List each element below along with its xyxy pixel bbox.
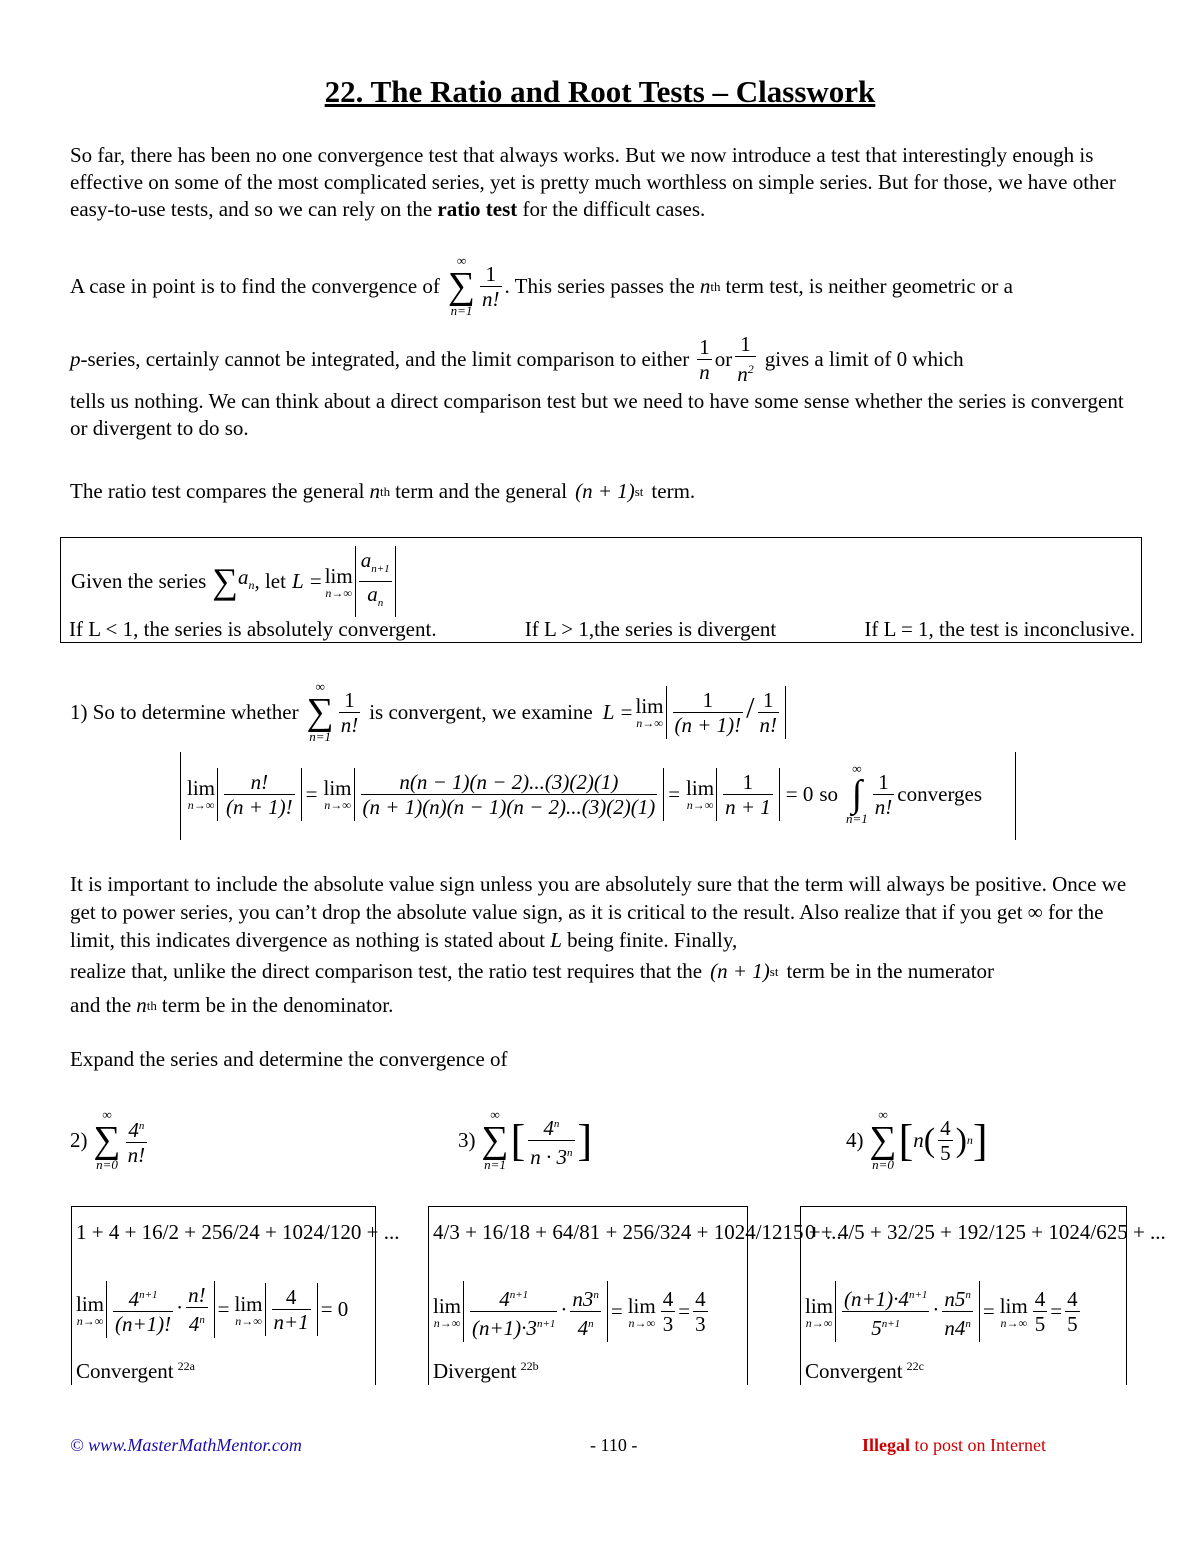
th-sup: th: [146, 998, 157, 1013]
ratio-test-box: [60, 537, 1142, 643]
case-text-a: A case in point is to find the convergence of: [70, 273, 440, 298]
ratio-intro-c: term.: [651, 479, 696, 503]
footer-notice: [862, 1435, 1046, 1456]
ratio-intro-b: term and the general: [395, 479, 568, 503]
important-paragraph: [70, 870, 1140, 954]
L-equals: L =: [291, 569, 323, 594]
fraction-1-over-nfact: $\frac{1}{n!}$: [340, 687, 359, 737]
result-text: Divergent: [433, 1359, 517, 1383]
example-1-work-box: [180, 752, 1016, 840]
result-text: Convergent: [76, 1359, 174, 1383]
important-text-1-end: being finite. Finally,: [567, 928, 738, 952]
important-text-2-end: term be in the numerator: [786, 959, 995, 983]
converges-text: converges: [897, 781, 983, 806]
case-text-b: . This series passes the: [504, 273, 695, 298]
th-sup: th: [379, 484, 391, 499]
problem-4-header: 4) ∞ ∑ n=0 [ n ( $\frac{4}{5}$ ) n ]: [846, 1107, 988, 1172]
expand-prompt: Expand the series and determine the convergence of: [70, 1047, 508, 1071]
problem-4-expansion: 0 + 4/5 + 32/25 + 192/125 + 1024/625 + ...: [805, 1220, 1166, 1244]
condition-divergent: If L > 1,the series is divergent: [524, 617, 777, 641]
ratio-test-term: ratio test: [437, 197, 518, 221]
fraction-1-over-n: $\frac{1}{n}$: [699, 334, 710, 384]
illegal-rest-text: to post on Internet: [914, 1435, 1046, 1455]
problem-2-result: [76, 1353, 195, 1385]
result-tag: 22a: [177, 1359, 195, 1373]
intro-text-end: for the difficult cases.: [522, 197, 706, 221]
case-text-f: tells us nothing. We can think about a direct comparison test but we need to have some sense whether the series is convergent or divergent to do so.: [70, 389, 1124, 440]
result-tag: 22c: [906, 1359, 924, 1373]
important-text-3-end: term be in the denominator.: [161, 993, 394, 1017]
page-title: 22. The Ratio and Root Tests – Classwork: [324, 74, 876, 109]
sum-symbol: ∞ ∑ n=1: [447, 253, 476, 318]
example-1-text: 1) So to determine whether: [70, 699, 299, 724]
st-sup: st: [769, 964, 779, 979]
given-text: Given the series: [71, 569, 207, 594]
problem-3-expansion: 4/3 + 16/18 + 64/81 + 256/324 + 1024/1215 + ...: [433, 1220, 842, 1244]
p-var: p: [70, 346, 81, 371]
example-1-line: [70, 680, 786, 744]
illegal-text: Illegal: [862, 1435, 910, 1455]
lim-symbol: lim n→∞: [635, 694, 664, 730]
problem-3-box: [428, 1206, 842, 1385]
problem-2-limit: lim n→∞ $\frac{4^{n+1}}{(n+1)!}$ · $\frac{n!}{4^n}$ = lim n→∞ $\frac{4}{n+1}$ = 0: [76, 1283, 349, 1336]
problem-3-result: [433, 1353, 539, 1385]
intro-text: So far, there has been no one convergence test that always works. But we now introduce a test that interestingly enough is effective on some of the most complicated series, yet is pretty much worthless on simple series. But for those, we have other easy-to-use tests, and so we can rely on the: [70, 143, 1116, 221]
a-n: $a_n$: [237, 565, 255, 593]
case-line-2: [70, 332, 1140, 386]
L-equals: L =: [602, 699, 634, 724]
ratio-intro: [70, 478, 1140, 505]
problem-2-header: 2) ∞ ∑ n=0 $\frac{4^n}{n!}$: [70, 1107, 146, 1172]
problem-4-result: [805, 1353, 924, 1385]
important-text-3: and the: [70, 993, 132, 1017]
sum-symbol: ∞ ∑ n=1: [306, 679, 334, 744]
abs-expression: $\frac{1}{(n + 1)!}$ / $\frac{1}{n!}$: [666, 686, 787, 739]
so-text: so: [819, 781, 839, 806]
ratio-intro-a: The ratio test compares the general: [70, 479, 365, 503]
condition-convergent: If L < 1, the series is absolutely convergent.: [69, 617, 437, 641]
footer-page-number: - 110 -: [590, 1435, 638, 1455]
problem-4-box: [800, 1206, 1166, 1385]
example-1-mid: is convergent, we examine: [369, 699, 593, 724]
problem-3-limit: lim n→∞ $\frac{4^{n+1}}{(n+1)\cdot 3^{n+1}}$ · $\frac{n3^n}{4^n}$ = lim n→∞ $\frac{4}{3}$ = $\frac{4}{3}$: [431, 1281, 711, 1342]
problem-4-limit: lim n→∞ $\frac{(n+1)\cdot 4^{n+1}}{5^{n+1}}$ · $\frac{n5^n}{n4^n}$ = lim n→∞ $\frac{4}{5}$ = $\frac{4}{5}$: [803, 1281, 1083, 1342]
result-text: Convergent: [805, 1359, 903, 1383]
result-tag: 22b: [520, 1359, 539, 1373]
problem-3-header: 3) ∞ ∑ n=1 [ $\frac{4^n}{n \cdot 3^n}$ ]: [458, 1107, 593, 1172]
problem-label: 3): [458, 1127, 476, 1152]
lim-symbol: lim n→∞: [324, 563, 353, 600]
problem-2-box: [71, 1206, 400, 1385]
th-sup: th: [710, 278, 721, 294]
problem-label: 4): [846, 1127, 864, 1152]
n-plus-1: (n + 1): [710, 959, 770, 983]
condition-inconclusive: If L = 1, the test is inconclusive.: [864, 617, 1135, 641]
n-plus-1: (n + 1): [575, 479, 635, 503]
fraction-1-over-nfact: $\frac{1}{n!}$: [482, 261, 500, 311]
important-line-3: [70, 992, 1140, 1019]
n-var: n: [136, 993, 147, 1017]
abs-ratio: $\frac{a_{n+1}}{a_n}$: [355, 546, 396, 617]
L-var: L: [550, 928, 562, 952]
important-text-2: realize that, unlike the direct comparison test, the ratio test requires that the: [70, 959, 703, 983]
case-text-e: gives a limit of 0 which: [764, 346, 964, 371]
sum-symbol: ∑: [212, 561, 238, 602]
ratio-test-definition: [71, 546, 396, 617]
or-text: or: [714, 346, 733, 371]
important-text-1: It is important to include the absolute value sign unless you are absolutely sure that the term will always be positive. Once we get to power series, you can’t drop the absolute value sign, as it is critical to the result. Also realize that if you get ∞ for the limit, this indicates divergence as nothing is stated about: [70, 872, 1127, 952]
st-sup: st: [634, 484, 644, 499]
important-line-2: [70, 958, 1140, 985]
n-var: n: [699, 273, 711, 298]
case-line-1: [70, 254, 1140, 318]
n-var: n: [369, 479, 380, 503]
intro-paragraph: [70, 142, 1140, 223]
problem-label: 2): [70, 1127, 88, 1152]
footer-site-link[interactable]: © www.MasterMathMentor.com: [70, 1435, 302, 1455]
fraction-1-over-n2: $\frac{1}{n^2}$: [737, 332, 754, 386]
case-text-c: term test, is neither geometric or a: [725, 273, 1013, 298]
case-text-d: -series, certainly cannot be integrated, and the limit comparison to either: [80, 346, 690, 371]
ratio-test-conditions: [69, 616, 1135, 643]
problem-2-expansion: 1 + 4 + 16/2 + 256/24 + 1024/120 + ...: [76, 1220, 400, 1244]
example-1-work: lim n→∞ $\frac{n!}{(n + 1)!}$ = lim n→∞ $\frac{n(n - 1)(n - 2)...(3)(2)(1)}{(n + 1)(n)(n - 1)(n - 2)...(3)(2)(1)}$ = lim n→∞ $\frac{1}{n + 1}$ = 0 so ∞ ∫ n=1 $\frac{1}{n!}$ converges: [187, 761, 983, 826]
let-text: , let: [254, 569, 286, 594]
